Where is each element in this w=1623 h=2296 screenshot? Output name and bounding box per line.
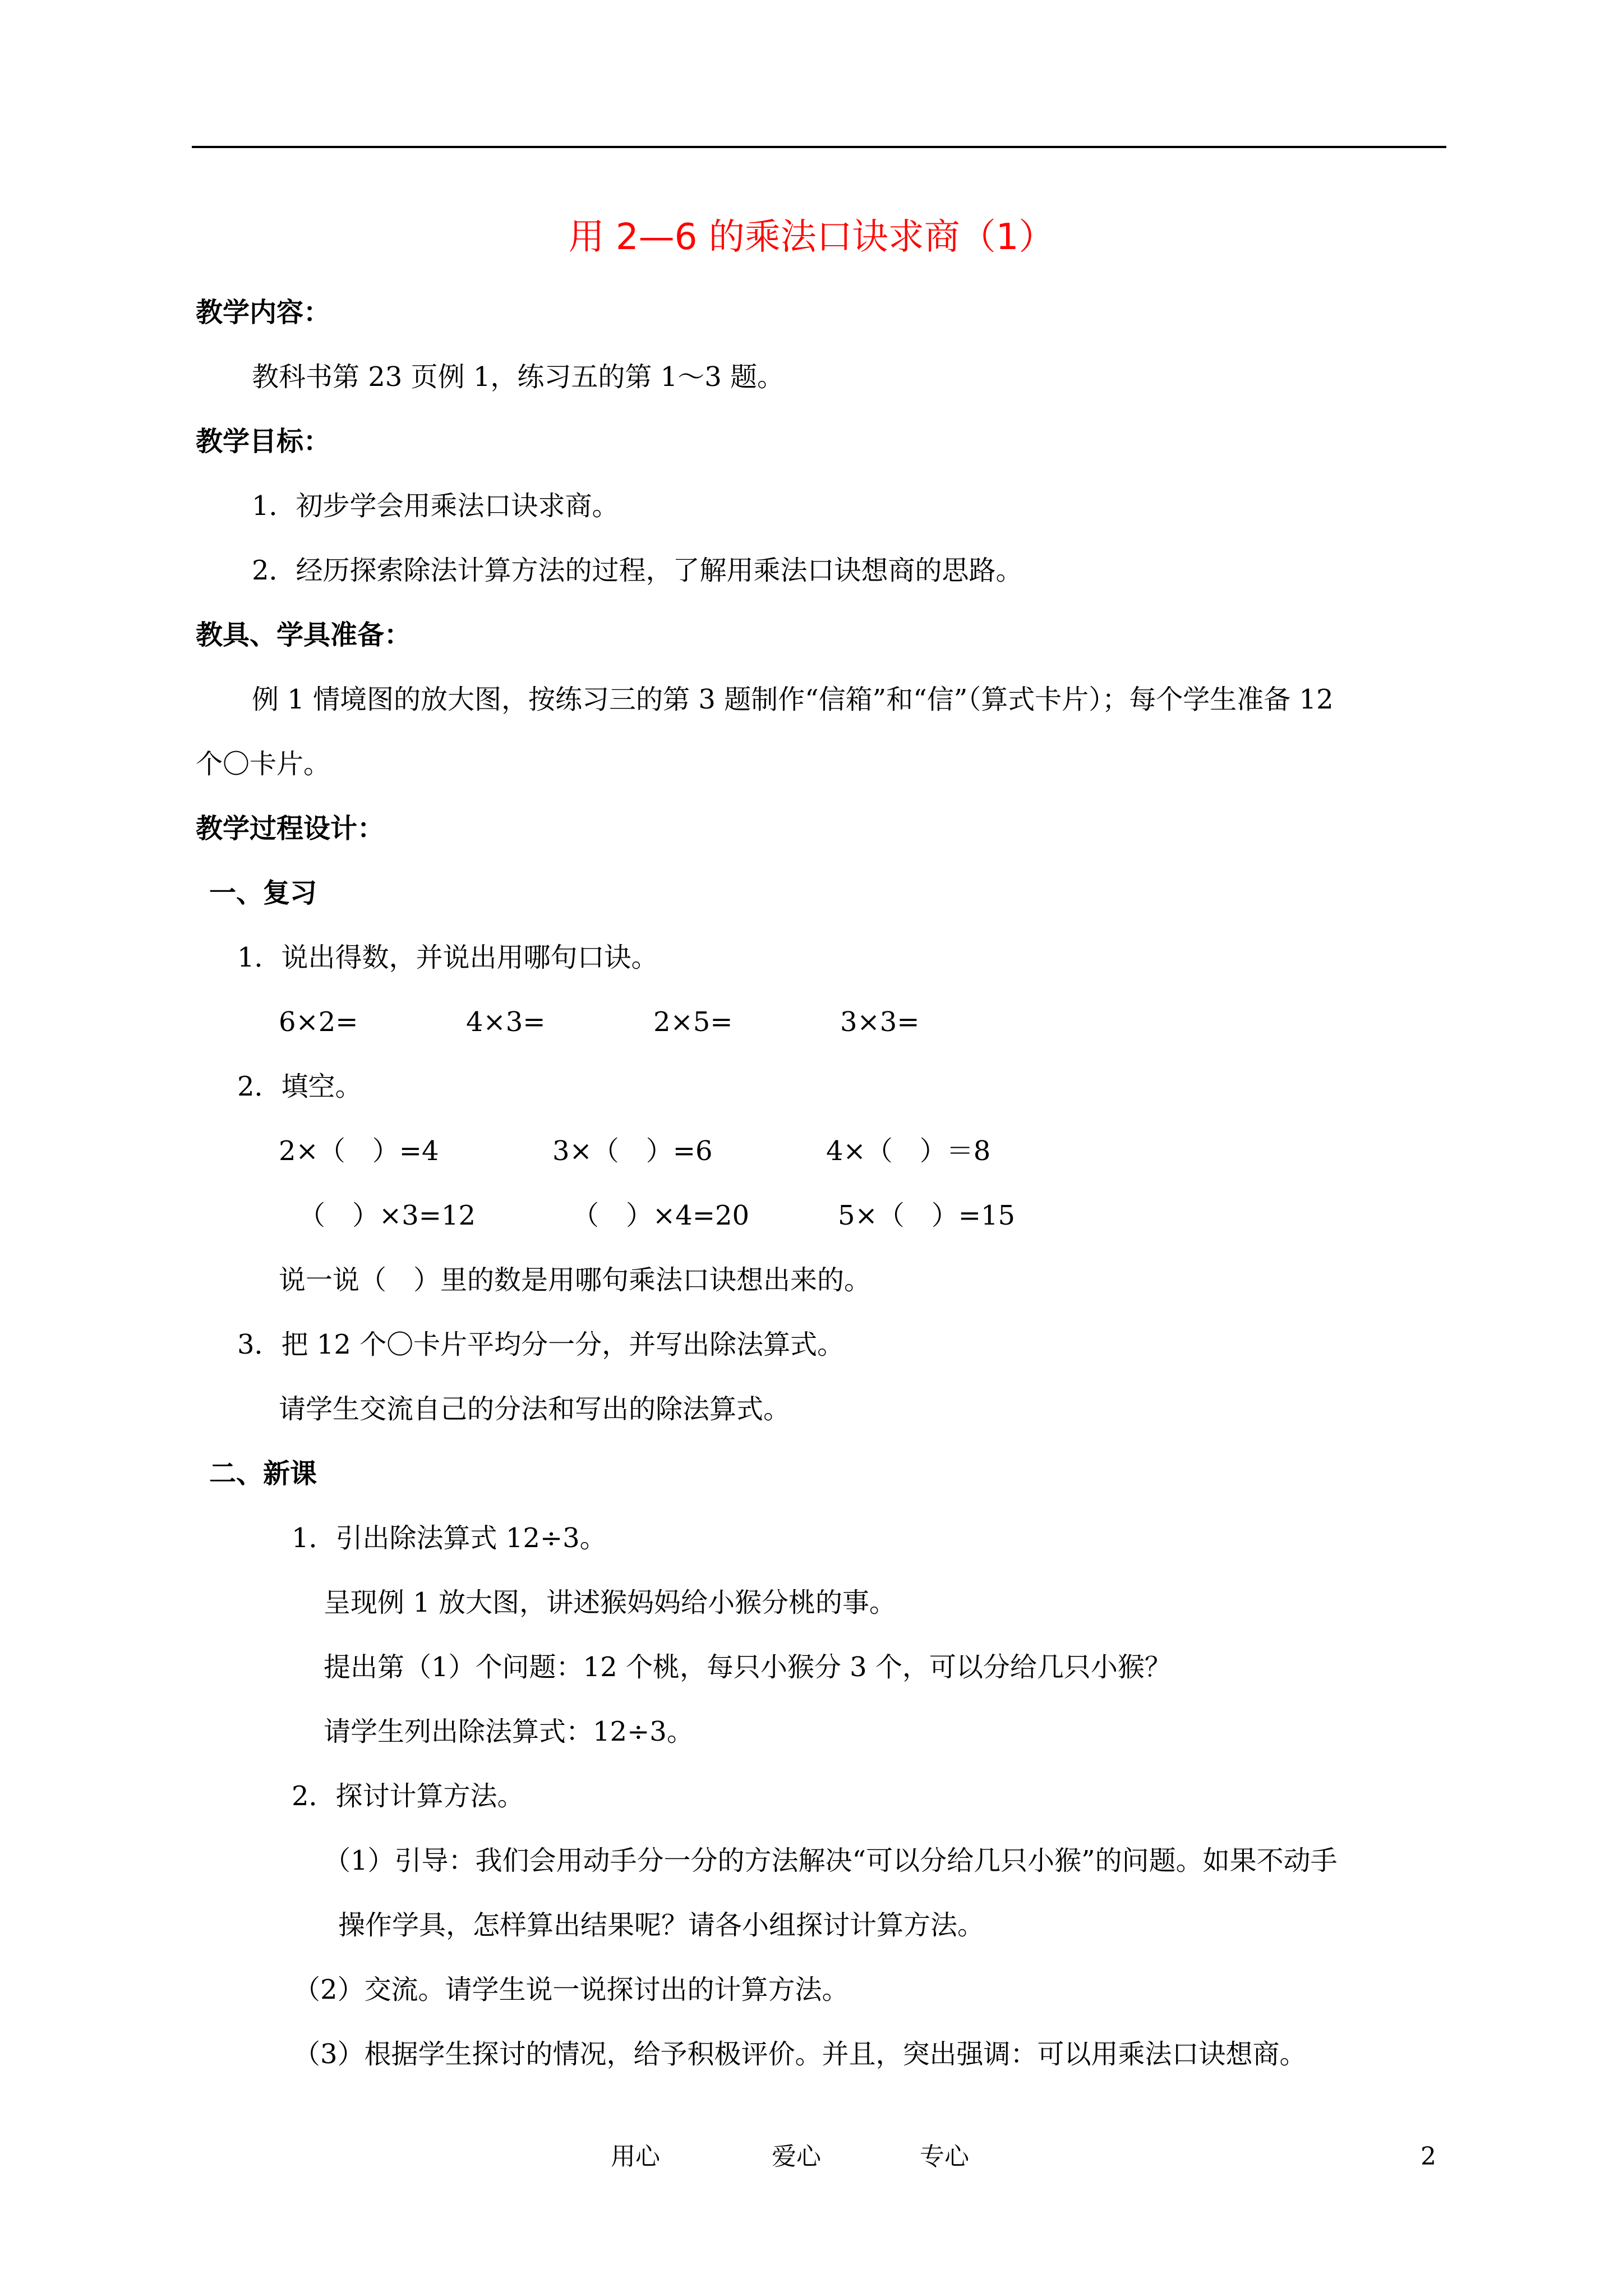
fill-blank-5: （ ）×4=20 [572, 1200, 750, 1231]
process-heading: 教学过程设计： [196, 813, 385, 844]
new-lesson-item-2-1-b: 操作学具，怎样算出结果呢？请各小组探讨计算方法。 [338, 1910, 985, 1941]
fill-blank-4: （ ）×3=12 [298, 1200, 476, 1231]
fill-blank-2: 3×（ ）=6 [552, 1135, 713, 1167]
new-lesson-item-1: 1．引出除法算式 12÷3。 [292, 1522, 607, 1554]
fill-blank-6: 5×（ ）=15 [838, 1200, 1016, 1231]
document-title: 用 2—6 的乘法口诀求商（1） [568, 217, 1055, 258]
exercise-3: 2×5= [653, 1006, 733, 1038]
content-text: 教科书第 23 页例 1，练习五的第 1～3 题。 [252, 361, 784, 393]
exercise-2: 4×3= [466, 1006, 546, 1038]
tools-line-2: 个〇卡片。 [196, 748, 331, 780]
fill-blank-3: 4×（ ）＝8 [826, 1135, 991, 1167]
review-item-3-note: 请学生交流自己的分法和写出的除法算式。 [279, 1393, 791, 1425]
page-number: 2 [1421, 2142, 1436, 2171]
new-lesson-item-2-1-a: （1）引导：我们会用动手分一分的方法解决“可以分给几只小猴”的问题。如果不动手 [324, 1845, 1338, 1876]
review-say-line: 说一说（ ）里的数是用哪句乘法口诀想出来的。 [279, 1264, 872, 1296]
footer-word-2: 爱心 [772, 2142, 821, 2171]
new-lesson-item-2-2: （2）交流。请学生说一说探讨出的计算方法。 [293, 1974, 849, 2005]
tools-line-1: 例 1 情境图的放大图，按练习三的第 3 题制作“信箱”和“信”（算式卡片）；每个学生准备 12 [252, 684, 1334, 715]
goal-item-2: 2．经历探索除法计算方法的过程，了解用乘法口诀想商的思路。 [252, 555, 1023, 586]
header-rule [192, 146, 1446, 148]
goals-heading: 教学目标： [196, 426, 331, 457]
new-lesson-item-2: 2．探讨计算方法。 [292, 1780, 524, 1812]
review-item-1: 1．说出得数，并说出用哪句口诀。 [237, 942, 658, 973]
new-lesson-item-1-b: 提出第（1）个问题：12 个桃，每只小猴分 3 个，可以分给几只小猴？ [324, 1651, 1172, 1683]
review-heading: 一、复习 [209, 877, 317, 909]
new-lesson-item-1-c: 请学生列出除法算式：12÷3。 [324, 1716, 694, 1747]
review-item-2: 2．填空。 [237, 1071, 362, 1102]
fill-blank-1: 2×（ ）=4 [279, 1135, 439, 1167]
goal-item-1: 1．初步学会用乘法口诀求商。 [252, 490, 619, 522]
new-lesson-heading: 二、新课 [209, 1458, 317, 1489]
exercise-1: 6×2= [279, 1006, 358, 1038]
content-heading: 教学内容： [196, 297, 331, 328]
tools-heading: 教具、学具准备： [196, 619, 412, 651]
review-item-3: 3．把 12 个〇卡片平均分一分，并写出除法算式。 [237, 1329, 845, 1360]
new-lesson-item-1-a: 呈现例 1 放大图，讲述猴妈妈给小猴分桃的事。 [324, 1587, 897, 1618]
exercise-4: 3×3= [840, 1006, 920, 1038]
footer-word-1: 用心 [611, 2142, 660, 2171]
new-lesson-item-2-3: （3）根据学生探讨的情况，给予积极评价。并且，突出强调：可以用乘法口诀想商。 [293, 2039, 1307, 2070]
footer-word-3: 专心 [920, 2142, 969, 2171]
